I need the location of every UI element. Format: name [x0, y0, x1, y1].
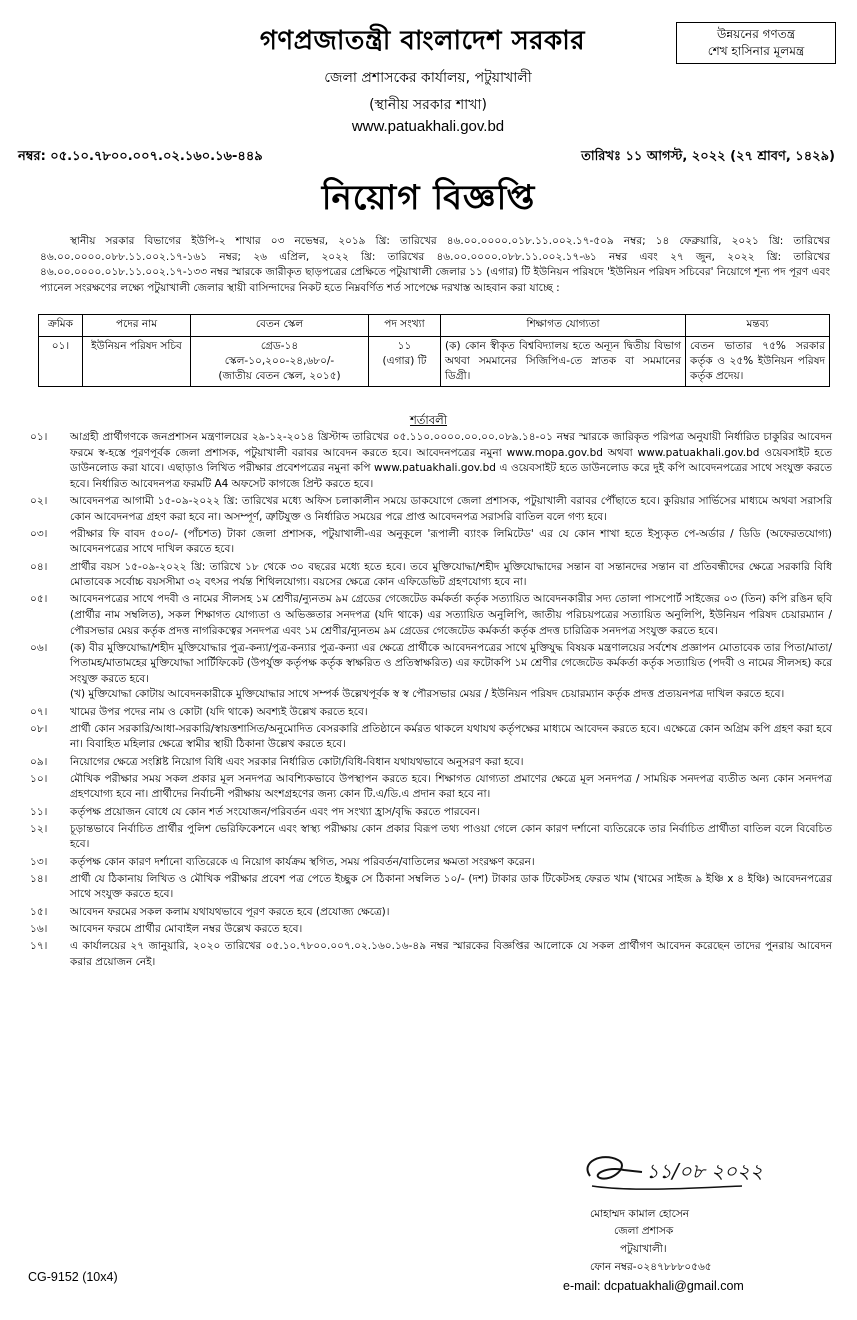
condition-main-text: আবেদন ফরমের সকল কলাম যথাযথভাবে পূরণ করতে হবে (প্রযোজ্য ক্ষেত্রে)।	[70, 905, 390, 918]
slogan-box	[676, 22, 836, 64]
condition-item	[30, 772, 832, 803]
office-name: জেলা প্রশাসকের কার্যালয়, পটুয়াখালী	[324, 70, 532, 86]
slogan-line-2: শেখ হাসিনার মূলমন্ত্র	[707, 44, 805, 58]
condition-text	[70, 494, 832, 525]
condition-number: ০৬।	[30, 641, 48, 654]
condition-item	[30, 705, 832, 721]
pay-scale-note: (জাতীয় বেতন স্কেল, ২০১৫)	[218, 370, 341, 382]
condition-number: ১১।	[30, 805, 48, 818]
condition-text	[70, 855, 832, 871]
website-link[interactable]: www.patuakhali.gov.bd	[351, 118, 505, 135]
condition-item	[30, 494, 832, 525]
header-post-name: পদের নাম	[83, 315, 191, 337]
condition-item	[30, 592, 832, 639]
cell-post-name: ইউনিয়ন পরিষদ সচিব	[83, 337, 191, 387]
condition-number: ০২।	[30, 494, 48, 507]
condition-number: ০১।	[30, 431, 48, 443]
condition-number: ০৮।	[30, 722, 48, 735]
signature-image	[572, 1148, 822, 1198]
condition-main-text: কর্তৃপক্ষ প্রয়োজন বোধে যে কোন শর্ত সংযোজন/পরিবর্তন এবং পদ সংখ্যা হ্রাস/বৃদ্ধি করতে পারবেন।	[70, 805, 480, 818]
condition-item	[30, 855, 832, 871]
condition-text	[70, 527, 832, 558]
header-remark: মন্তব্য	[686, 315, 830, 337]
condition-text	[70, 922, 832, 938]
header-serial: ক্রমিক	[39, 315, 83, 337]
condition-number: ০৪।	[30, 560, 48, 573]
condition-number: ১৫।	[30, 905, 48, 918]
condition-text	[70, 430, 832, 492]
table-row	[39, 337, 830, 387]
intro-paragraph: স্থানীয় সরকার বিভাগের ইউপি-২ শাখার ০৩ নভেম্বর, ২০১৯ খ্রি: তারিখের ৪৬.০০.০০০০.০১৮.১১.০০২.১৭-৫০৯ নম্বর; ১৪ ফেব্রুয়ারি, ২০২১ খ্রি: তারিখের ৪৬.০০.০০০০.০৮৮.১১.০০২.১৭-১৬১ নম্বর; ২৬ এপ্রিল, ২০২২ খ্রি: তারিখের ৪৬.০০.০০০০.০৮৮.১১.০০২.১৭-৬১ নম্বর এবং ২৭ জুন, ২০২২ খ্রি: তারিখের ৪৬.০০.০০০০.০১৮.১১.০০২.১৭-১৩৩ নম্বর স্মারকে জারীকৃত ছাড়পত্রের প্রেক্ষিতে পটুয়াখালী জেলার ১১ (এগার) টি ইউনিয়ন পরিষদে 'ইউনিয়ন পরিষদ সচিবের' নিয়োগে শূন্য পদ পূরণ এবং প্যানেল সংরক্ষণের লক্ষ্যে পটুয়াখালী জেলার স্থায়ী বাসিন্দাদের নিকট হতে নিম্নবর্ণিত শর্ত সাপেক্ষে দরখাস্ত আহবান করা যাচ্ছে :	[40, 235, 830, 294]
branch-name: (স্থানীয় সরকার শাখা)	[369, 97, 487, 113]
condition-number: ১০।	[30, 772, 48, 785]
header-post-count: পদ সংখ্যা	[369, 315, 441, 337]
condition-main-text: আগ্রহী প্রার্থীগণকে জনপ্রশাসন মন্ত্রণালয়ের ২৯-১২-২০১৪ খ্রিস্টাব্দ তারিখের ০৫.১১০.০০০০.০০.০০.০৮৯.১৪-০১ নম্বর স্মারকে জারিকৃত পরিপত্র অনুযায়ী নির্ধারিত চাকুরির আবেদন ফরমে স্ব-হস্তে পূরণপূর্বক জেলা প্রশাসক, পটুয়াখালী বরাবর আবেদন করতে হবে। আবেদনপত্রের নমুনা www.mopa.gov.bd অথবা www.patuakhali.gov.bd ওয়েবসাইট হতে ডাউনলোড করা যাবে। এছাড়াও লিখিত পরীক্ষার প্রবেশপত্রের নমুনা কপি www.patuakhali.gov.bd এ ওয়েবসাইট হতে ডাউনলোড করে দুই কপি আবেদনপত্রের সাথে সংযুক্ত করতে হবে। নির্ধারিত আবেদনপত্র ফরমটি A4 অফসেট কাগজে প্রিন্ট করতে হবে।	[70, 431, 832, 490]
condition-main-text: এ কার্যালয়ের ২৭ জানুয়ারি, ২০২০ তারিখের ০৫.১০.৭৮০০.০০৭.০২.১৬০.১৬-৪৯ নম্বর স্মারকের বিজ্ঞপ্তির আলোকে যে সকল প্রার্থীগণ আবেদন করেছেন তাদের পুনরায় আবেদন করার প্রয়োজন নেই।	[70, 939, 832, 968]
condition-item	[30, 430, 832, 492]
condition-main-text: নিয়োগের ক্ষেত্রে সংশ্লিষ্ট নিয়োগ বিধি এবং সরকার নির্ধারিত কোটা/বিধি-বিধান যথাযথভাবে অনুসরণ করা হবে।	[70, 755, 524, 768]
cell-serial: ০১।	[39, 337, 83, 387]
condition-text	[70, 939, 832, 970]
condition-main-text: আবেদনপত্রের সাথে পদবী ও নামের সীলসহ ১ম শ্রেণীর/ন্যুনতম ৯ম গ্রেডের গেজেটেড কর্মকর্তা কর্তৃক সত্যায়িত আবেদনকারীর সদ্য তোলা পাসপোর্ট সাইজের ০৩ (তিন) কপি রঙিন ছবি (প্রার্থীর নাম সম্বলিত), সকল শিক্ষাগত যোগ্যতা ও অভিজ্ঞতার সনদপত্র (যদি থাকে) এর সত্যায়িত অনুলিপি, জাতীয় পরিচয়পত্রের সত্যায়িত অনুলিপি, ইউনিয়ন পরিষদ চেয়ারম্যান / পৌরসভার মেয়র কর্তৃক প্রদত্ত নাগরিকত্বের সনদপত্র এবং ১ম শ্রেণীর/ন্যুনতম ৯ম গ্রেডের গেজেটেড কর্মকর্তা কর্তৃক প্রদত্ত চারিত্রিক সনদপত্র সংযুক্ত করতে হবে।	[70, 593, 832, 637]
condition-text	[70, 805, 832, 821]
condition-main-text: প্রার্থী কোন সরকারি/আধা-সরকারি/স্বায়ত্তশাসিত/অনুমোদিত বেসরকারি প্রতিষ্ঠানে কর্মরত থাকলে যথাযথ কর্তৃপক্ষের মাধ্যমে আবেদন করতে হবে। এক্ষেত্রে কোন অগ্রিম কপি গ্রহণ করা হবে না। বিবাহিত মহিলার ক্ষেত্রে স্বামীর স্থায়ী ঠিকানা উল্লেখ করতে হবে।	[70, 722, 832, 751]
condition-item	[30, 939, 832, 970]
post-count-number: ১১	[397, 340, 412, 352]
header-pay-scale: বেতন স্কেল	[191, 315, 369, 337]
condition-number: ১২।	[30, 822, 48, 835]
condition-main-text: (ক) বীর মুক্তিযোদ্ধা/শহীদ মুক্তিযোদ্ধার পুত্র-কন্যা/পুত্র-কন্যার পুত্র-কন্যা এর ক্ষেত্রে প্রার্থীকে আবেদনপত্রের সাথে মুক্তিযুদ্ধ বিষয়ক মন্ত্রণালয়ের সর্বশেষ প্রজ্ঞাপন মোতাবেক তার পিতা/মাতা/পিতামহ/মাতামহের মুক্তিযোদ্ধা সার্টিফিকেট (উপর্যুক্ত কর্তৃপক্ষ কর্তৃক স্বাক্ষরিত ও প্রতিস্বাক্ষরিত) এর ফটোকপি ১ম শ্রেণীর গেজেটেড কর্মকর্তা কর্তৃক সত্যায়িত (পদবী ও নামের সীলসহ) করে সংযুক্ত করতে হবে।	[70, 641, 832, 685]
condition-text	[70, 722, 832, 753]
condition-text	[70, 872, 832, 903]
condition-text	[70, 641, 832, 703]
condition-main-text: আবেদনপত্র আগামী ১৫-০৯-২০২২ খ্রি: তারিখের মধ্যে অফিস চলাকালীন সময়ে ডাকযোগে জেলা প্রশাসক, পটুয়াখালী বরাবর পৌঁছাতে হবে। কুরিয়ার সার্ভিসের মাধ্যমে অথবা সরাসরি কোন আবেদনপত্র গ্রহণ করা হবে না। অসম্পূর্ণ, ত্রুটিযুক্ত ও নির্ধারিত সময়ের পরে প্রাপ্ত আবেদনপত্র সরাসরি বাতিল বলে গণ্য হবে।	[70, 494, 832, 523]
condition-text	[70, 705, 832, 721]
signatory-title: জেলা প্রশাসক	[614, 1225, 674, 1237]
condition-number: ০৯।	[30, 755, 48, 768]
condition-number: ০৩।	[30, 527, 48, 540]
notice-title: নিয়োগ বিজ্ঞপ্তি	[321, 178, 536, 218]
condition-number: ১৩।	[30, 855, 48, 868]
condition-number: ১৪।	[30, 872, 48, 885]
condition-item	[30, 805, 832, 821]
conditions-title: শর্তাবলী	[409, 413, 448, 427]
signature-date: ১১/০৮ ২০২২	[646, 1159, 764, 1183]
pay-grade: গ্রেড-১৪	[260, 340, 299, 352]
conditions-list	[30, 430, 832, 972]
condition-number: ১৭।	[30, 939, 48, 952]
condition-text	[70, 755, 832, 771]
cell-post-count	[369, 337, 441, 387]
condition-item	[30, 641, 832, 703]
signatory-place: পটুয়াখালী।	[620, 1243, 667, 1255]
condition-item	[30, 922, 832, 938]
condition-item	[30, 527, 832, 558]
print-code: CG-9152 (10x4)	[28, 1270, 118, 1284]
cell-qualification: (ক) কোন স্বীকৃত বিশ্ববিদ্যালয় হতে অন্যূন দ্বিতীয় বিভাগ অথবা সমমানের সিজিপিএ-তে স্নাতক বা সমমানের ডিগ্রী।	[441, 337, 686, 387]
condition-main-text: প্রার্থীর বয়স ১৫-০৯-২০২২ খ্রি: তারিখে ১৮ থেকে ৩০ বছরের মধ্যে হতে হবে। তবে মুক্তিযোদ্ধা/শহীদ মুক্তিযোদ্ধাদের সন্তান বা সন্তানদের সন্তান বা প্রতিবন্ধীদের ক্ষেত্রে সরকারি বিধি মোতাবেক সর্বোচ্চ বয়সসীমা ৩২ বৎসর পর্যন্ত শিথিলযোগ্য। বয়সের ক্ষেত্রে কোন এফিডেভিট গ্রহণযোগ্য হবে না।	[70, 560, 832, 589]
post-count-words: (এগার) টি	[382, 355, 427, 367]
memo-number: নম্বর: ০৫.১০.৭৮০০.০০৭.০২.১৬০.১৬-৪৪৯	[18, 149, 263, 164]
header-qualification: শিক্ষাগত যোগ্যতা	[441, 315, 686, 337]
condition-main-text: কর্তৃপক্ষ কোন কারণ দর্শানো ব্যতিরেকে এ নিয়োগ কার্যক্রম স্থগিত, সময় পরিবর্তন/বাতিলের ক্ষমতা সংরক্ষণ করেন।	[70, 855, 535, 868]
condition-main-text: আবেদন ফরমে প্রার্থীর মোবাইল নম্বর উল্লেখ করতে হবে।	[70, 922, 303, 935]
condition-item	[30, 560, 832, 591]
condition-item	[30, 722, 832, 753]
condition-text	[70, 905, 832, 921]
condition-item	[30, 755, 832, 771]
condition-text	[70, 592, 832, 639]
memo-date: তারিখঃ ১১ আগস্ট, ২০২২ (২৭ শ্রাবণ, ১৪২৯)	[581, 149, 835, 164]
condition-number: ০৭।	[30, 705, 48, 718]
condition-sub-text: (খ) মুক্তিযোদ্ধা কোটায় আবেদনকারীকে মুক্তিযোদ্ধার সাথে সম্পর্ক উল্লেখপূর্বক স্ব স্ব পৌরসভার মেয়র / ইউনিয়ন পরিষদ চেয়ারম্যান কর্তৃক প্রদত্ত প্রত্যয়নপত্র দাখিল করতে হবে।	[70, 688, 785, 701]
government-title: গণপ্রজাতন্ত্রী বাংলাদেশ সরকার	[259, 26, 586, 56]
condition-main-text: চূড়ান্তভাবে নির্বাচিত প্রার্থীর পুলিশ ভেরিফিকেশনে এবং স্বাস্থ্য পরীক্ষায় কোন প্রকার বিরূপ তথ্য পাওয়া গেলে কোন কারণ দর্শানো ব্যতিরেকে তার নির্বাচিত প্রার্থীতা বাতিল বলে বিবেচিত হবে।	[70, 822, 832, 851]
signatory-name: মোহাম্মদ কামাল হোসেন	[590, 1208, 690, 1220]
slogan-line-1: উন্নয়নের গণতন্ত্র	[716, 27, 796, 41]
post-table	[38, 314, 830, 387]
condition-item	[30, 822, 832, 853]
table-header-row	[39, 315, 830, 337]
condition-text	[70, 772, 832, 803]
condition-main-text: পরীক্ষার ফি বাবদ ৫০০/- (পাঁচশত) টাকা জেলা প্রশাসক, পটুয়াখালী-এর অনুকূলে 'রূপালী ব্যাংক লিমিটেড' এর যে কোন শাখা হতে ইস্যুকৃত পে-অর্ডার / ডিডি (অফেরতযোগ্য) আবেদনপত্রের সাথে দাখিল করতে হবে।	[70, 527, 832, 556]
condition-item	[30, 872, 832, 903]
condition-text	[70, 822, 832, 853]
signatory-email[interactable]: e-mail: dcpatuakhali@gmail.com	[563, 1279, 744, 1293]
cell-remark: বেতন ভাতার ৭৫% সরকার কর্তৃক ও ২৫% ইউনিয়ন পরিষদ কর্তৃক প্রদেয়।	[686, 337, 830, 387]
signatory-phone: ফোন নম্বর-০২৪৭৮৮৮০৫৬৫	[590, 1261, 712, 1273]
condition-main-text: মৌখিক পরীক্ষার সময় সকল প্রকার মূল সনদপত্র আবশ্যিকভাবে উপস্থাপন করতে হবে। শিক্ষাগত যোগ্যতা প্রমাণের ক্ষেত্রে মূল সনদপত্র / সাময়িক সনদপত্র ব্যতীত অন্য কোন সনদপত্র গ্রহণযোগ্য হবে না। প্রার্থীদের নির্বাচনী পরীক্ষায় অংশগ্রহণের জন্য কোন টি.এ/ডি.এ প্রদান করা হবে না।	[70, 772, 832, 801]
cell-pay-scale	[191, 337, 369, 387]
condition-main-text: খামের উপর পদের নাম ও কোটা (যদি থাকে) অবশ্যই উল্লেখ করতে হবে।	[70, 705, 368, 718]
pay-range: স্কেল-১০,২০০-২৪,৬৮০/-	[224, 355, 335, 367]
condition-number: ০৫।	[30, 593, 48, 606]
condition-number: ১৬।	[30, 922, 48, 935]
condition-main-text: প্রার্থী যে ঠিকানায় লিখিত ও মৌখিক পরীক্ষার প্রবেশ পত্র পেতে ইচ্ছুক সে ঠিকানা সম্বলিত ১০/- (দশ) টাকার ডাক টিকেটসহ ফেরত খাম (খামের সাইজ ৯ ইঞ্চি x ৪ ইঞ্চি) আবেদনপত্রের সাথে সংযুক্ত করতে হবে।	[70, 872, 832, 901]
condition-item	[30, 905, 832, 921]
condition-text	[70, 560, 832, 591]
